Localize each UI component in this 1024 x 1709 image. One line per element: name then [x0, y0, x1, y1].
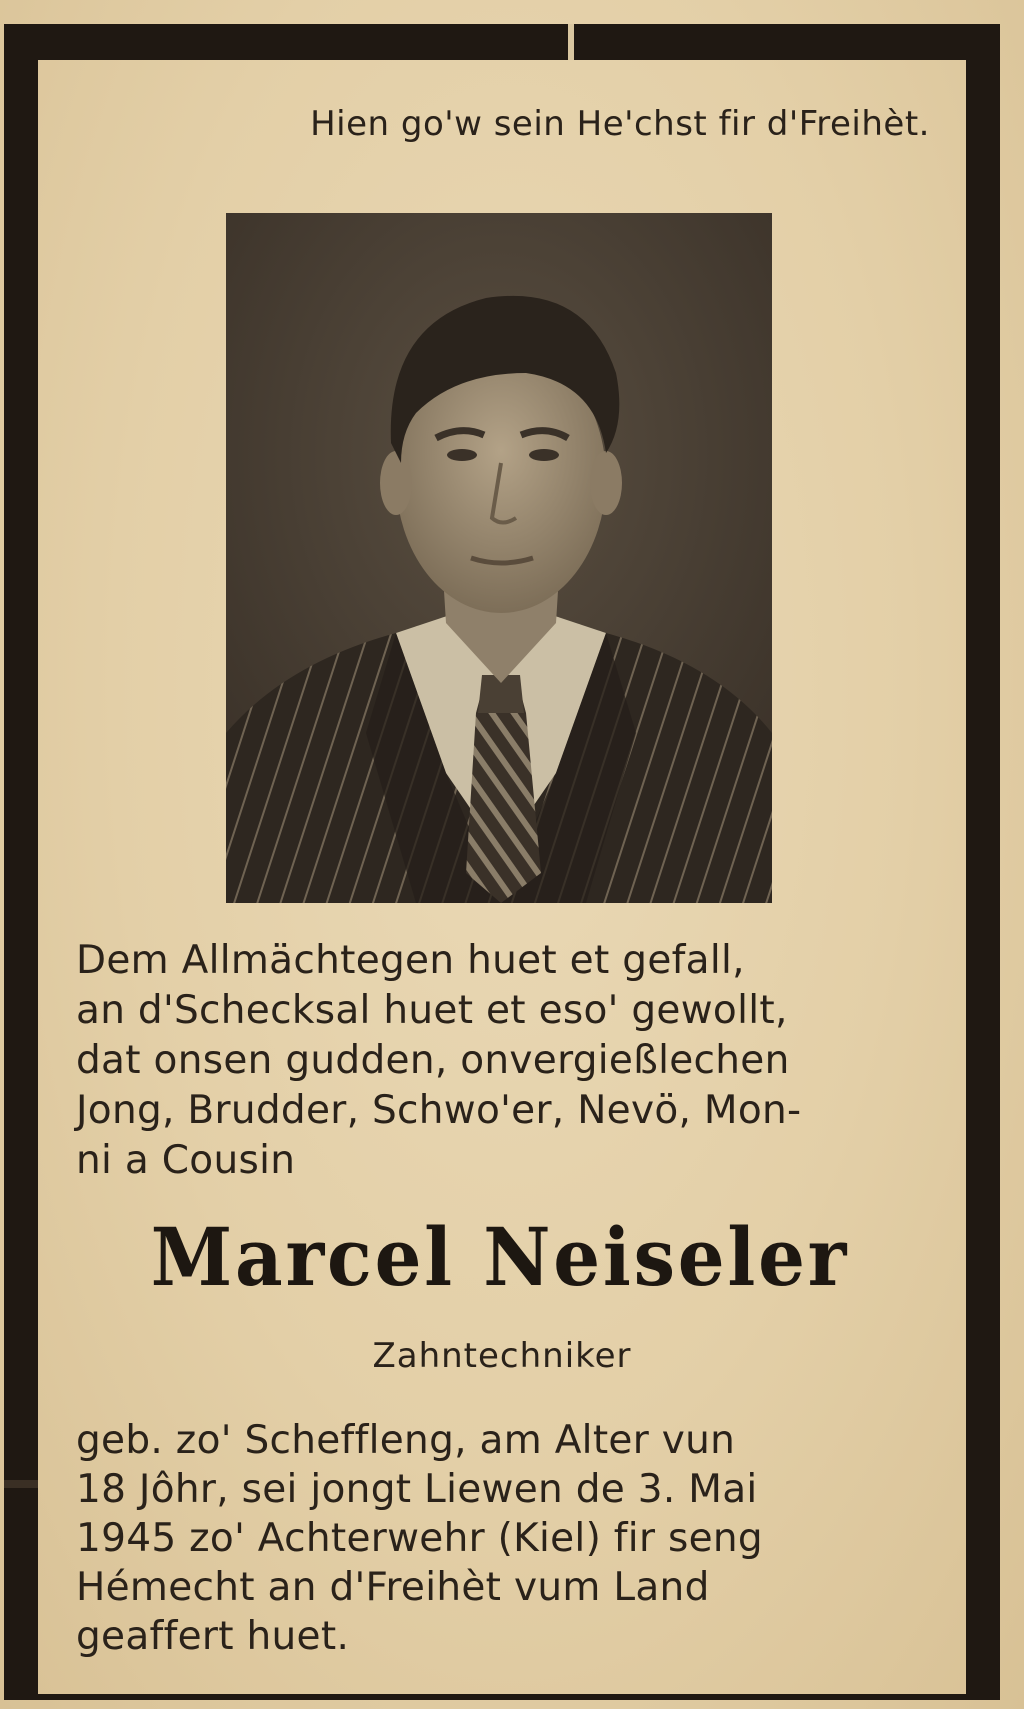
intro-paragraph [76, 936, 936, 1186]
intro-line: dat onsen gudden, onvergießlechen [76, 1038, 790, 1083]
border-joint [4, 1480, 38, 1488]
motto-text: Hien go'w sein He'chst fir d'Freihèt. [310, 104, 930, 144]
details-paragraph [76, 1416, 936, 1661]
deceased-name: Marcel Neiseler [150, 1210, 850, 1304]
intro-line: Jong, Brudder, Schwo'er, Nevö, Mon- [76, 1088, 802, 1133]
portrait-photo-icon [226, 213, 772, 903]
intro-line: an d'Schecksal huet et eso' gewollt, [76, 988, 788, 1033]
details-line: 1945 zo' Achterwehr (Kiel) fir seng [76, 1516, 763, 1561]
details-line: Hémecht an d'Freihèt vum Land [76, 1565, 710, 1610]
border-gap [568, 24, 574, 60]
details-line: geb. zo' Scheffleng, am Alter vun [76, 1418, 736, 1463]
occupation: Zahntechniker [372, 1336, 632, 1376]
intro-line: ni a Cousin [76, 1138, 296, 1183]
details-line: geaffert huet. [76, 1614, 350, 1659]
intro-line: Dem Allmächtegen huet et gefall, [76, 938, 745, 983]
details-line: 18 Jôhr, sei jongt Liewen de 3. Mai [76, 1467, 758, 1512]
